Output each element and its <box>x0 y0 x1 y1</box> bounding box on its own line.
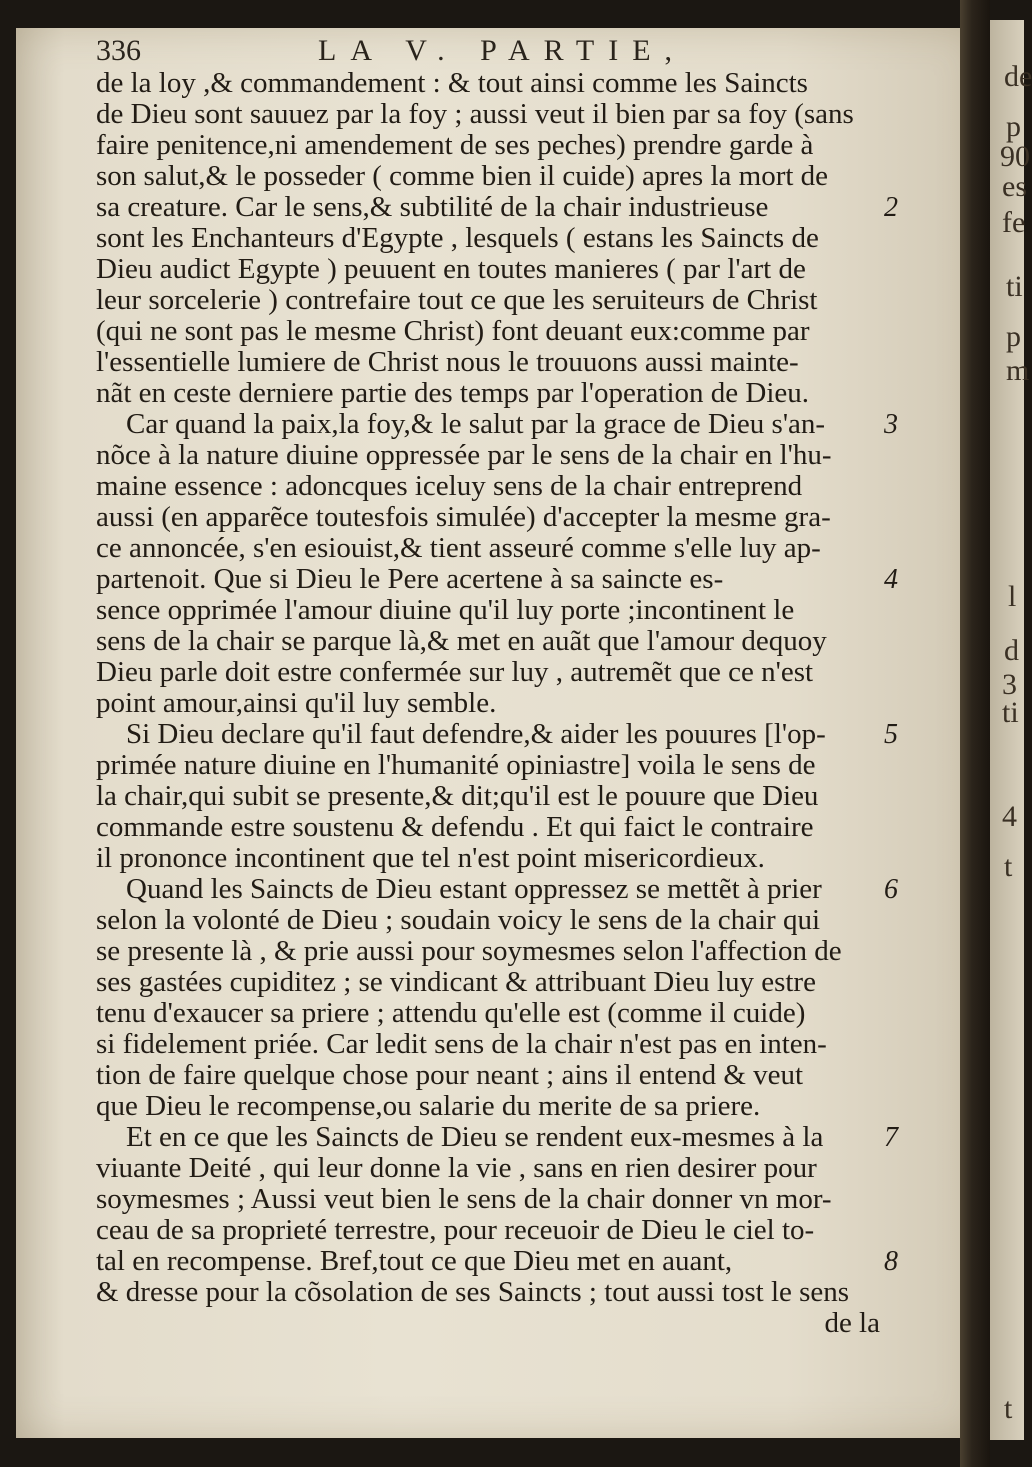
facing-page-fragment: p <box>1006 320 1021 353</box>
text-line: maine essence : adoncques iceluy sens de la chair entreprend <box>96 470 803 502</box>
paragraph-number: 6 <box>884 874 898 905</box>
facing-page-fragment: ti <box>1006 270 1023 303</box>
paragraph-number: 2 <box>884 192 898 223</box>
book-gutter <box>960 0 990 1467</box>
text-line: sont les Enchanteurs d'Egypte , lesquels ( estans les Saincts de <box>96 222 819 254</box>
paragraph-number: 5 <box>884 719 898 750</box>
text-line: Et en ce que les Saincts de Dieu se rendent eux-mesmes à la <box>126 1121 824 1153</box>
facing-page-fragment: 90 <box>1000 140 1030 173</box>
text-line: faire penitence,ni amendement de ses peches) prendre garde à <box>96 129 814 161</box>
text-line: sa creature. Car le sens,& subtilité de la chair industrieuse <box>96 191 769 223</box>
text-line: (qui ne sont pas le mesme Christ) font deuant eux:comme par <box>96 315 810 347</box>
text-line: sens de la chair se parque là,& met en auãt que l'amour dequoy <box>96 625 827 657</box>
text-line: si fidelement priée. Car ledit sens de la chair n'est pas en inten- <box>96 1028 827 1060</box>
paragraph-number: 8 <box>884 1246 898 1277</box>
facing-page-fragment: t <box>1004 1392 1013 1425</box>
text-line: ceau de sa proprieté terrestre, pour receuoir de Dieu le ciel to- <box>96 1214 815 1246</box>
text-line: nãt en ceste derniere partie des temps par l'operation de Dieu. <box>96 377 810 409</box>
text-line: sence opprimée l'amour diuine qu'il luy porte ;incontinent le <box>96 594 795 626</box>
text-line: tion de faire quelque chose pour neant ; ains il entend & veut <box>96 1059 804 1091</box>
text-line: commande estre soustenu & defendu . Et qui faict le contraire <box>96 811 814 843</box>
text-line: ce annoncée, s'en esiouist,& tient asseuré comme s'elle luy ap- <box>96 532 821 564</box>
facing-page-fragment: 4 <box>1002 800 1017 833</box>
text-line: primée nature diuine en l'humanité opiniastre] voila le sens de <box>96 749 816 781</box>
running-title: LA V. PARTIE, <box>318 34 687 67</box>
text-line: Dieu audict Egypte ) peuuent en toutes manieres ( par l'art de <box>96 253 806 285</box>
text-line: & dresse pour la cõsolation de ses Saincts ; tout aussi tost le sens <box>96 1276 850 1308</box>
text-line: Si Dieu declare qu'il faut defendre,& aider les pouures [l'op- <box>126 718 826 750</box>
facing-page-edge <box>990 20 1032 1440</box>
text-line: son salut,& le posseder ( comme bien il cuide) apres la mort de <box>96 160 829 192</box>
facing-page-fragment: d <box>1004 634 1019 667</box>
text-line: nõce à la nature diuine oppressée par le sens de la chair en l'hu- <box>96 439 832 471</box>
text-line: ses gastées cupiditez ; se vindicant & attribuant Dieu luy estre <box>96 966 816 998</box>
page-number: 336 <box>96 34 141 67</box>
text-line: viuante Deité , qui leur donne la vie , sans en rien desirer pour <box>96 1152 817 1184</box>
text-line: tal en recompense. Bref,tout ce que Dieu met en auant, <box>96 1245 733 1277</box>
text-line: Quand les Saincts de Dieu estant oppressez se mettẽt à prier <box>126 873 822 905</box>
text-line: soymesmes ; Aussi veut bien le sens de la chair donner vn mor- <box>96 1183 832 1215</box>
text-line: de la loy ,& commandement : & tout ainsi comme les Saincts <box>96 67 808 99</box>
text-line: Dieu parle doit estre confermée sur luy , autremẽt que ce n'est <box>96 656 814 688</box>
facing-page-fragment: t <box>1004 850 1013 883</box>
facing-page-fragment: ti <box>1002 696 1019 729</box>
text-line: l'essentielle lumiere de Christ nous le trouuons aussi mainte- <box>96 346 799 378</box>
text-line: la chair,qui subit se presente,& dit;qu'il est le pouure que Dieu <box>96 780 819 812</box>
facing-page-fragment: m <box>1006 354 1030 387</box>
text-line: se presente là , & prie aussi pour soymesmes selon l'affection de <box>96 935 842 967</box>
text-line: que Dieu le recompense,ou salarie du merite de sa priere. <box>96 1090 761 1122</box>
text-line: tenu d'exaucer sa priere ; attendu qu'elle est (comme il cuide) <box>96 997 806 1029</box>
facing-page-fragment: fe <box>1002 206 1026 239</box>
paragraph-number: 4 <box>884 564 898 595</box>
facing-page-fragment: 3 <box>1002 668 1017 701</box>
facing-page-fragment: de <box>1004 60 1032 93</box>
paragraph-number: 3 <box>884 409 898 440</box>
text-line: leur sorcelerie ) contrefaire tout ce que les seruiteurs de Christ <box>96 284 818 316</box>
facing-page-fragment: es <box>1002 170 1027 203</box>
text-line: aussi (en apparẽce toutesfois simulée) d'accepter la mesme gra- <box>96 501 831 533</box>
text-line: selon la volonté de Dieu ; soudain voicy le sens de la chair qui <box>96 904 821 936</box>
text-line: il prononce incontinent que tel n'est point misericordieux. <box>96 842 765 874</box>
text-line: partenoit. Que si Dieu le Pere acertene à sa saincte es- <box>96 563 724 595</box>
text-line: de Dieu sont sauuez par la foy ; aussi veut il bien par sa foy (sans <box>96 98 854 130</box>
body-text <box>96 68 896 1339</box>
facing-page-fragment: p <box>1006 110 1021 143</box>
text-line: Car quand la paix,la foy,& le salut par la grace de Dieu s'an- <box>126 408 826 440</box>
text-line: point amour,ainsi qu'il luy semble. <box>96 687 497 719</box>
paragraph-number: 7 <box>884 1122 898 1153</box>
text-line: de la <box>824 1307 880 1339</box>
facing-page-fragment: l <box>1008 580 1017 613</box>
